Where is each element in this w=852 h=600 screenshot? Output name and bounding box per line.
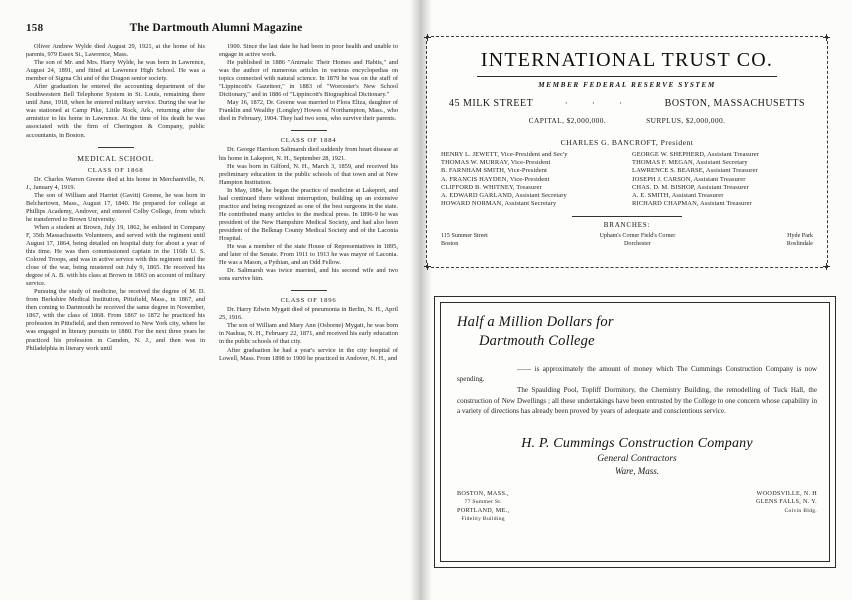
offices-right	[756, 490, 817, 524]
ornament-corner-icon	[823, 34, 830, 41]
folio-number: 158	[26, 22, 44, 34]
advertisement-hp-cummings	[434, 296, 836, 568]
ad-headline-line-2: Dartmouth College	[479, 333, 595, 349]
obituary-paragraph: The son of Mr. and Mrs. Harry Wylde, he was born in Lawrence, August 24, 1891, and fitted at Lawrence High School. He was a member of Sigma Chi and of the Dragon senior society.	[26, 59, 205, 83]
obituary-paragraph: In May, 1884, he began the practice of medicine at Lakeport, and had continued there without interruption, building up an extensive practice and being recognized as one of the best surgeons in the state. He contributed many articles to the medical press. In 1896-9 he was president of the New Hampshire Medical Society, and had also been president of the Belknap County Medical Society and of the Laconia Hospital.	[219, 186, 398, 242]
officer-entry: A. EDWARD GARLAND, Assistant Secretary	[441, 192, 567, 200]
ad-capital-row	[427, 116, 827, 125]
officer-entry: HOWARD NORMAN, Assistant Secretary	[441, 200, 557, 208]
obituary-paragraph: Dr. Harry Edwin Mygatt died of pneumonia in Berlin, N. H., April 25, 1916.	[219, 306, 398, 322]
officer-entry: CHAS. D. M. BISHOP, Assistant Treasurer	[632, 183, 749, 191]
section-divider-rule	[291, 130, 327, 131]
obituary-paragraph: When a student at Brown, July 19, 1862, he enlisted in Company F, 35th Massachusetts Volunteers, and served with the regiment until August 17, 1864, being detailed on hospital duty for about a year of this time. He was then commissioned captain in the 116th U. S. Colored Troops, and was in active service with this regiment until the close of the war, being mustered out July 9, 1865. He received his degree of A. B. with his class at Brown in 1863 on account of military service.	[26, 223, 205, 288]
officer-entry: JOSEPH J. CARSON, Assistant Treasurer	[632, 175, 746, 183]
ad-body-paragraph: The Spaulding Pool, Topliff Dormitory, the Chemistry Building, the remodelling of Tuck Hall, the construction of New Dwellings ; all these undertakings have been entrusted by the College to one concern whose capability in a variety of directions has already been proved by years of adequate and conscientious service.	[457, 386, 817, 415]
ad-surplus: SURPLUS, $2,000,000.	[646, 116, 726, 125]
obituary-paragraph: Pursuing the study of medicine, he received the degree of M. D. from Berkshire Medical Institution, Pittsfield, Mass., in 1867, and then coming to Dartmouth he received the same degree in November, 1867, with the class of 1868. From 1867 to 1872 he practiced his profession in Pittsfield, and then removed to New York city, where he was engaged in literary pursuits to 1880. For the next three years he practiced his profession in Camden, N. J., and then was in Philadelphia in literary work until	[26, 288, 205, 352]
offices-left	[457, 490, 509, 524]
obituary-paragraph: After graduation he had a year's service in the city hospital of Lowell, Mass. From 1898 to 1900 he practiced in Andover, N. H., and	[219, 346, 398, 362]
officer-entry: THOMAS W. MURRAY, Vice-President	[441, 159, 551, 167]
ad-headline	[457, 313, 817, 351]
branches-heading: BRANCHES:	[603, 221, 651, 230]
obituary-paragraph: He was a member of the state House of Representatives in 1895, and later of the Senate. From 1911 to 1913 he was mayor of Laconia. He was a Mason, a Pythian, and an Odd Fellow.	[219, 243, 398, 267]
office-city: GLENS FALLS, N. Y.	[756, 498, 817, 506]
branches-list	[441, 232, 813, 248]
right-page	[420, 0, 852, 600]
officer-entry: LAWRENCE S. BEARSE, Assistant Treasurer	[632, 167, 758, 175]
branch-address: Upham's Corner Field's Corner	[599, 233, 676, 240]
class-heading-1868: CLASS OF 1868	[87, 166, 144, 174]
ad-officers	[441, 151, 813, 208]
obituary-paragraph: He published in 1886 "Animals: Their Homes and Habits," and was the author of numerous articles in various encyclopedias on topics connected with natural science. In 1879 he was on the staff of "Lippincott's Gazetteer," in 1883 of "Worcester's New School Dictionary," and in 1886 of "Lippincott's Biographical Dictionary."	[219, 59, 398, 99]
ad-company-location: Ware, Mass.	[614, 466, 660, 477]
section-divider-rule	[98, 147, 134, 148]
obituary-paragraph: He was born in Gilford, N. H., March 3, 1859, and received his preliminary education in the public schools of that town and at New Hampton Institution.	[219, 162, 398, 186]
branch-address: Hyde Park	[787, 233, 813, 240]
obituary-paragraph: May 16, 1872, Dr. Greene was married to Flora Eliza, daughter of Franklin and Wealthy (Longley) Howes of Northampton, Mass., who died in February, 1904. They had two sons, who survive their parents.	[219, 99, 398, 123]
obituary-paragraph: The son of William and Harriet (Gavitt) Greene, he was born in Belchertown, Mass., August 17, 1840. He prepared for college at Phillips Academy, Andover, and entered Colby College, from which he transferred to Brown University.	[26, 191, 205, 223]
ad-address-row	[449, 98, 805, 109]
ornament-corner-icon	[823, 263, 830, 270]
officers-column-left	[441, 151, 622, 208]
branch-entry-middle	[599, 232, 675, 248]
office-city: BOSTON, MASS.,	[457, 490, 509, 498]
section-divider-rule	[291, 290, 327, 291]
office-city: PORTLAND, ME.,	[457, 506, 510, 514]
branch-city: Roslindale	[786, 241, 813, 248]
obituary-paragraph: After graduation he entered the accounting department of the Southwestern Bell Telephone System in St. Louis, remaining there until June, 1918, when he entered military service. During the war he was stationed at Camp Pike, Little Rock, Ark., returning after the armistice to his home in Lawrence. At the time of his death he was associated with the firm of Cherington & Company, public accountants, in Boston.	[26, 83, 205, 139]
obituary-paragraph: 1900. Since the last date he had been in poor health and unable to engage in active work.	[219, 43, 398, 59]
officer-entry: RICHARD CHAPMAN, Assistant Treasurer	[632, 200, 752, 208]
officer-entry: THOMAS F. MEGAN, Assistant Secretary	[632, 159, 748, 167]
obituary-paragraph: Dr. George Harrison Saltmarsh died suddenly from heart disease at his home in Lakeport, N. H., September 28, 1921.	[219, 146, 398, 162]
ad-title: INTERNATIONAL TRUST CO.	[480, 49, 774, 71]
ad-company-tagline: General Contractors	[597, 454, 677, 465]
officer-entry: A. E. SMITH, Assistant Treasurer	[632, 192, 724, 200]
branch-city: Boston	[441, 241, 459, 248]
column-two	[219, 43, 398, 363]
ad-capital: CAPITAL, $2,000,000.	[528, 116, 607, 125]
ornament-corner-icon	[424, 34, 431, 41]
running-head: The Dartmouth Alumni Magazine	[129, 22, 303, 34]
advertisement-international-trust	[426, 36, 828, 268]
branch-city: Dorchester	[624, 241, 651, 248]
branch-entry-left	[441, 232, 488, 248]
obituary-paragraph: Dr. Saltmarsh was twice married, and his second wife and two sons survive him.	[219, 267, 398, 283]
office-city: WOODSVILLE, N. H	[756, 490, 817, 498]
page-header	[26, 22, 398, 34]
ad-body-paragraph: —— is approximately the amount of money which The Cummings Construction Company is now spending.	[457, 365, 817, 384]
officers-column-right	[632, 151, 813, 208]
ad-body-copy	[457, 364, 817, 416]
obituary-paragraph: The son of William and Mary Ann (Osborne) Mygatt, he was born in Nashua, N. H., February 22, 1871, and received his early education in the public schools of that city.	[219, 322, 398, 346]
branch-address: 115 Summer Street	[441, 233, 488, 240]
section-heading-medical-school: MEDICAL SCHOOL	[77, 153, 154, 163]
class-heading-1884: CLASS OF 1884	[280, 137, 337, 145]
dot-leader: · · ·	[564, 98, 634, 108]
left-page	[0, 0, 420, 600]
column-one	[26, 43, 205, 363]
ad-president-line: CHARLES G. BANCROFT, President	[560, 138, 694, 147]
two-column-body	[26, 43, 398, 363]
class-heading-1896: CLASS OF 1896	[280, 297, 337, 305]
officer-entry: HENRY L. JEWETT, Vice-President and Sec'y	[441, 151, 568, 158]
office-address: Fidelity Building	[461, 516, 505, 523]
ad-company-name: H. P. Cummings Construction Company	[521, 436, 753, 452]
ad-street-address: 45 MILK STREET	[449, 98, 534, 109]
officer-entry: B. FARNHAM SMITH, Vice-President	[441, 167, 548, 175]
branch-entry-right	[787, 232, 813, 248]
officer-entry: GEORGE W. SHEPHERD, Assistant Treasurer	[632, 151, 760, 158]
ad-city-state: BOSTON, MASSACHUSETTS	[664, 98, 805, 109]
office-address: Colvin Bldg.	[784, 507, 817, 514]
branches-divider-rule	[572, 216, 682, 217]
ornament-corner-icon	[424, 263, 431, 270]
officer-entry: A. FRANCIS HAYDEN, Vice-President	[441, 175, 550, 183]
ad-subtitle: MEMBER FEDERAL RESERVE SYSTEM	[477, 76, 777, 89]
ad-headline-line-1: Half a Million Dollars for	[457, 314, 614, 330]
office-address: 77 Summer St.	[464, 499, 502, 506]
obituary-paragraph: Dr. Charles Warren Greene died at his home in Merchantville, N. J., January 4, 1919.	[26, 175, 205, 191]
obituary-paragraph: Oliver Andrew Wylde died August 29, 1921, at the home of his parents, 979 Essex St., Lawrence, Mass.	[26, 43, 205, 59]
ad-office-list	[457, 490, 817, 524]
officer-entry: CLIFFORD B. WHITNEY, Treasurer	[441, 183, 542, 191]
